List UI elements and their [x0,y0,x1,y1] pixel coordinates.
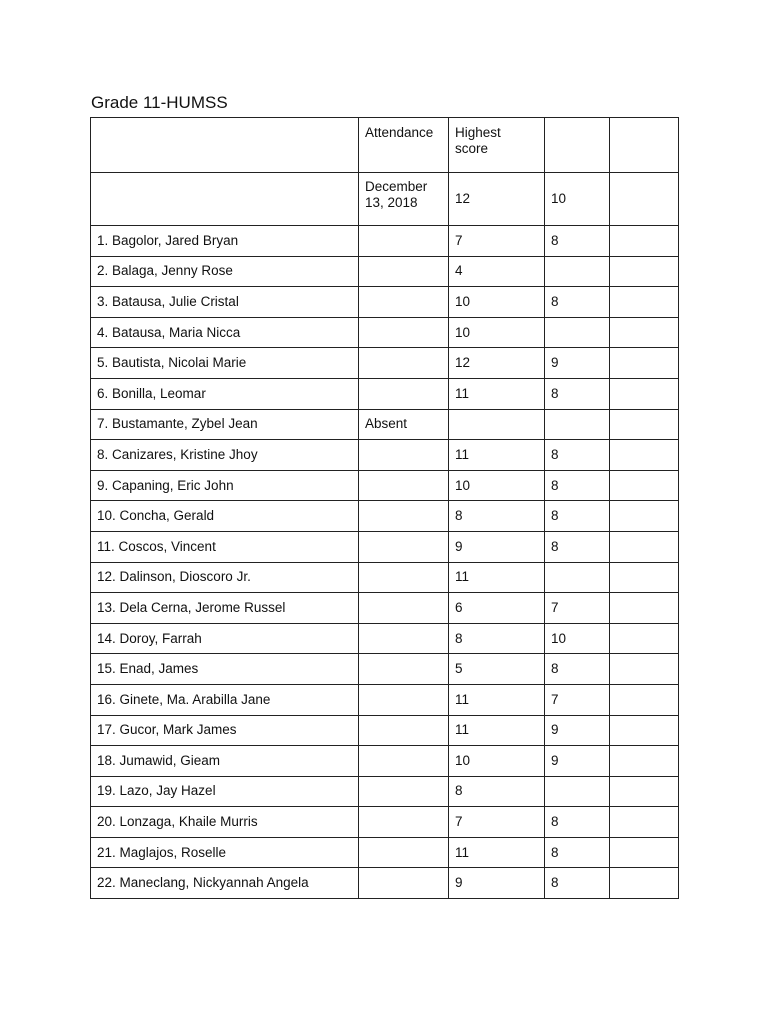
blank-cell [610,684,679,715]
score-1-cell: 7 [449,807,545,838]
score-2-cell: 10 [545,623,610,654]
score-1-cell: 9 [449,531,545,562]
attendance-cell [359,348,449,379]
attendance-cell [359,226,449,257]
score-2-cell: 8 [545,531,610,562]
student-name: 3. Batausa, Julie Cristal [91,287,359,318]
student-name: 6. Bonilla, Leomar [91,378,359,409]
student-name: 21. Maglajos, Roselle [91,837,359,868]
attendance-date-line1: December [365,179,428,194]
score-1-cell: 10 [449,317,545,348]
score-1-cell: 11 [449,440,545,471]
header-blank-cell [545,118,610,173]
table-row [91,868,679,899]
score-2-cell: 9 [545,715,610,746]
table-row [91,348,679,379]
blank-cell [610,623,679,654]
attendance-cell [359,684,449,715]
attendance-cell [359,470,449,501]
attendance-cell [359,317,449,348]
highest-score-line1: Highest [455,125,501,140]
score-2-cell: 9 [545,348,610,379]
blank-cell [610,868,679,899]
score-1-cell: 6 [449,593,545,624]
attendance-cell [359,562,449,593]
score-1-cell: 12 [449,348,545,379]
attendance-cell [359,378,449,409]
blank-cell [610,593,679,624]
highest-score-line2: score [455,141,489,156]
table-row [91,226,679,257]
student-name: 16. Ginete, Ma. Arabilla Jane [91,684,359,715]
attendance-cell [359,531,449,562]
blank-cell [610,531,679,562]
blank-cell [610,348,679,379]
score-2-cell: 8 [545,226,610,257]
table-row [91,593,679,624]
score-1-cell: 10 [449,287,545,318]
attendance-cell [359,256,449,287]
max-score-1: 12 [449,173,545,226]
header-blank-cell [610,173,679,226]
max-score-2: 10 [545,173,610,226]
student-name: 17. Gucor, Mark James [91,715,359,746]
score-2-cell [545,562,610,593]
class-record-body [91,118,679,899]
score-1-cell: 10 [449,470,545,501]
table-row [91,531,679,562]
attendance-cell [359,837,449,868]
student-name: 14. Doroy, Farrah [91,623,359,654]
blank-cell [610,776,679,807]
attendance-cell [359,746,449,777]
table-row [91,776,679,807]
blank-cell [610,837,679,868]
student-name: 10. Concha, Gerald [91,501,359,532]
score-1-cell: 8 [449,623,545,654]
score-2-cell: 8 [545,654,610,685]
score-2-cell [545,317,610,348]
table-row [91,684,679,715]
student-name: 8. Canizares, Kristine Jhoy [91,440,359,471]
student-name: 4. Batausa, Maria Nicca [91,317,359,348]
blank-cell [610,317,679,348]
attendance-date [359,173,449,226]
score-1-cell: 9 [449,868,545,899]
student-name: 2. Balaga, Jenny Rose [91,256,359,287]
student-name: 12. Dalinson, Dioscoro Jr. [91,562,359,593]
table-row [91,409,679,440]
table-row [91,562,679,593]
score-2-cell [545,256,610,287]
table-row [91,501,679,532]
table-row [91,715,679,746]
header-row-values [91,173,679,226]
blank-cell [610,470,679,501]
header-blank-cell [610,118,679,173]
score-1-cell: 8 [449,501,545,532]
blank-cell [610,409,679,440]
score-2-cell: 8 [545,378,610,409]
table-row [91,287,679,318]
attendance-cell [359,287,449,318]
table-row [91,837,679,868]
score-2-cell: 8 [545,470,610,501]
blank-cell [610,378,679,409]
attendance-header: Attendance [359,118,449,173]
table-row [91,470,679,501]
attendance-cell: Absent [359,409,449,440]
student-name: 5. Bautista, Nicolai Marie [91,348,359,379]
table-row [91,378,679,409]
score-2-cell [545,776,610,807]
attendance-cell [359,807,449,838]
blank-cell [610,501,679,532]
header-name-cell [91,118,359,173]
student-name: 11. Coscos, Vincent [91,531,359,562]
score-1-cell: 11 [449,837,545,868]
attendance-cell [359,868,449,899]
student-name: 19. Lazo, Jay Hazel [91,776,359,807]
student-name: 13. Dela Cerna, Jerome Russel [91,593,359,624]
table-row [91,807,679,838]
score-2-cell: 8 [545,440,610,471]
table-row [91,623,679,654]
blank-cell [610,287,679,318]
blank-cell [610,256,679,287]
student-name: 9. Capaning, Eric John [91,470,359,501]
score-2-cell: 7 [545,593,610,624]
attendance-cell [359,654,449,685]
table-row [91,256,679,287]
student-name: 22. Maneclang, Nickyannah Angela [91,868,359,899]
table-row [91,654,679,685]
blank-cell [610,440,679,471]
attendance-cell [359,776,449,807]
student-name: 1. Bagolor, Jared Bryan [91,226,359,257]
page-title: Grade 11-HUMSS [91,93,228,112]
student-name: 7. Bustamante, Zybel Jean [91,409,359,440]
score-2-cell: 8 [545,501,610,532]
blank-cell [610,562,679,593]
header-row-labels [91,118,679,173]
score-1-cell: 11 [449,684,545,715]
score-1-cell: 4 [449,256,545,287]
score-1-cell: 7 [449,226,545,257]
table-row [91,440,679,471]
student-name: 20. Lonzaga, Khaile Murris [91,807,359,838]
score-2-cell: 8 [545,287,610,318]
score-1-cell: 8 [449,776,545,807]
student-name: 15. Enad, James [91,654,359,685]
attendance-cell [359,623,449,654]
score-2-cell: 8 [545,837,610,868]
attendance-cell [359,501,449,532]
blank-cell [610,807,679,838]
class-record-table [90,117,679,899]
attendance-cell [359,593,449,624]
score-2-cell: 7 [545,684,610,715]
table-row [91,746,679,777]
attendance-cell [359,440,449,471]
blank-cell [610,715,679,746]
header-name-cell [91,173,359,226]
attendance-cell [359,715,449,746]
highest-score-header [449,118,545,173]
blank-cell [610,654,679,685]
blank-cell [610,746,679,777]
score-2-cell: 8 [545,807,610,838]
attendance-date-line2: 13, 2018 [365,195,418,210]
table-row [91,317,679,348]
score-1-cell: 10 [449,746,545,777]
blank-cell [610,226,679,257]
score-1-cell: 5 [449,654,545,685]
score-2-cell: 9 [545,746,610,777]
score-1-cell: 11 [449,378,545,409]
score-2-cell: 8 [545,868,610,899]
score-1-cell [449,409,545,440]
score-2-cell [545,409,610,440]
student-name: 18. Jumawid, Gieam [91,746,359,777]
score-1-cell: 11 [449,715,545,746]
score-1-cell: 11 [449,562,545,593]
